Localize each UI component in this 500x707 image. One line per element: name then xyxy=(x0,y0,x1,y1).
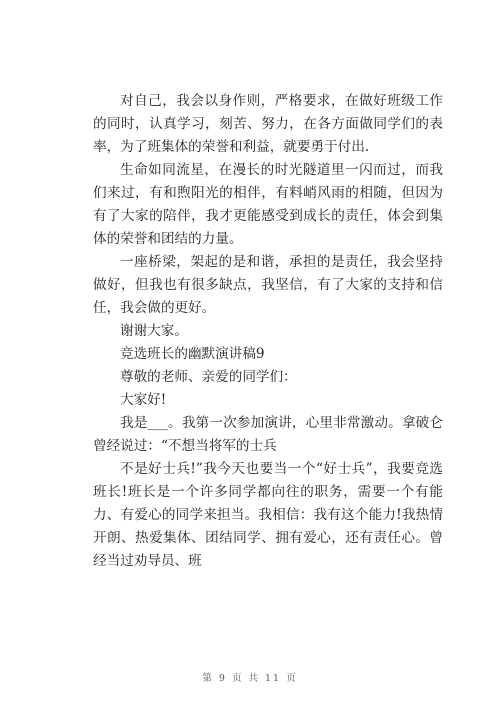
greeting: 大家好! xyxy=(120,392,167,408)
paragraph: 对自己，我会以身作则，严格要求，在做好班级工作的同时，认真学习，刻苦、努力，在各方面做同学们的表率，为了班集体的荣誉和利益，就要勇于付出. xyxy=(93,93,443,155)
document-body xyxy=(93,90,443,573)
page-number-footer: 第 9 页 共 11 页 xyxy=(202,673,298,684)
paragraph: 生命如同流星，在漫长的时光隧道里一闪而过，而我们来过，有和煦阳光的相伴，有料峭风雨的相随，但因为有了大家的陪伴，我才更能感受到成长的责任，体会到集体的荣誉和团结的力量。 xyxy=(93,162,443,247)
salutation: 尊敬的老师、亲爱的同学们： xyxy=(120,369,297,385)
paragraph: 一座桥梁，架起的是和谐，承担的是责任，我会坚持做好，但我也有很多缺点，我坚信，有了大家的支持和信任，我会做的更好。 xyxy=(93,254,443,316)
paragraph: 我是___。我第一次参加演讲，心里非常激动。拿破仑曾经说过：“不想当将军的士兵 xyxy=(93,415,443,454)
section-heading: 竞选班长的幽默演讲稿9 xyxy=(120,346,265,362)
paragraph: 谢谢大家。 xyxy=(120,323,188,339)
paragraph: 不是好士兵!”我今天也要当一个“好士兵”，我要竞选班长!班长是一个许多同学都向往的职务，需要一个有能力、有爱心的同学来担当。我相信：我有这个能力!我热情开朗、热爱集体、团结同学、拥有爱心，还有责任心。曾经当过劝导员、班 xyxy=(93,461,443,569)
